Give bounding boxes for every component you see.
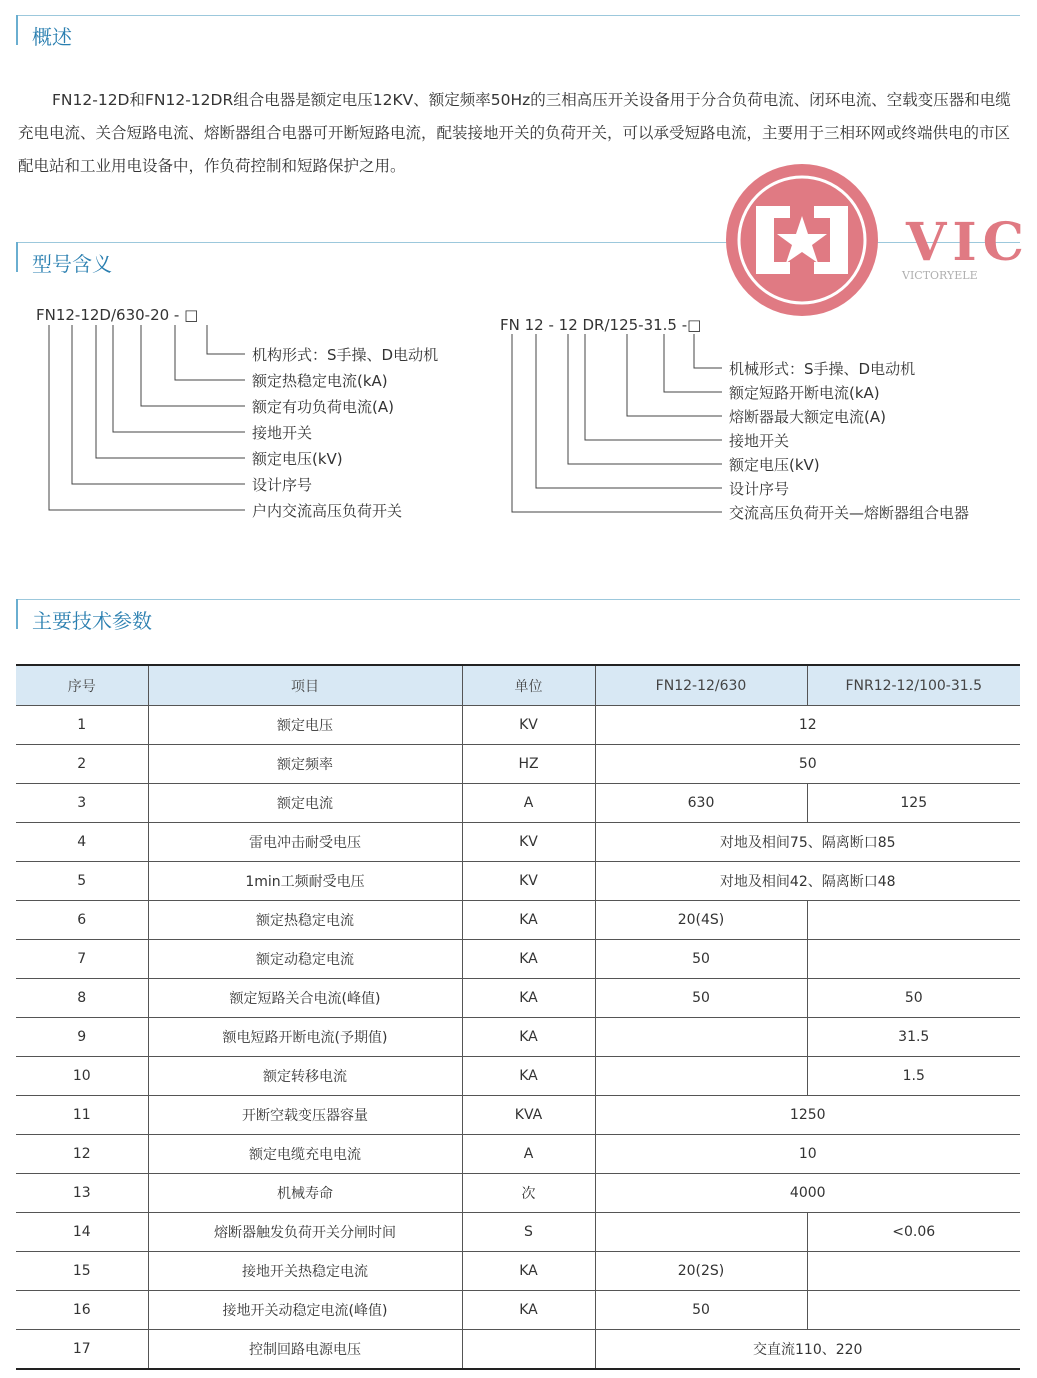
table-row xyxy=(16,784,1020,823)
row-value-b-cell: 50 xyxy=(807,979,1020,1018)
row-no-cell: 1 xyxy=(16,706,148,745)
model-left-label: 额定热稳定电流(kA) xyxy=(252,372,388,390)
row-value-a-cell xyxy=(595,1213,807,1252)
table-row xyxy=(16,1213,1020,1252)
model-right-label: 设计序号 xyxy=(729,480,790,498)
row-item-cell: 额定频率 xyxy=(148,745,462,784)
section-title-params: 主要技术参数 xyxy=(32,609,152,633)
table-row xyxy=(16,979,1020,1018)
row-unit-cell: KV xyxy=(462,706,595,745)
row-value-a-cell: 50 xyxy=(595,940,807,979)
row-no-cell: 8 xyxy=(16,979,148,1018)
row-unit-cell: KVA xyxy=(462,1096,595,1135)
row-no-cell: 12 xyxy=(16,1135,148,1174)
header-unit: 单位 xyxy=(462,665,595,706)
table-row xyxy=(16,1174,1020,1213)
spec-table xyxy=(16,664,1020,1370)
row-no-cell: 2 xyxy=(16,745,148,784)
row-item-cell: 1min工频耐受电压 xyxy=(148,862,462,901)
row-unit-cell: KA xyxy=(462,1018,595,1057)
table-row xyxy=(16,1018,1020,1057)
row-unit-cell: KA xyxy=(462,901,595,940)
table-header-row xyxy=(16,665,1020,706)
row-item-cell: 额定动稳定电流 xyxy=(148,940,462,979)
row-value-a-cell: 50 xyxy=(595,979,807,1018)
table-row xyxy=(16,901,1020,940)
model-left-label: 户内交流高压负荷开关 xyxy=(252,502,403,520)
model-left-label: 设计序号 xyxy=(252,476,313,494)
model-right-label: 交流高压负荷开关—熔断器组合电器 xyxy=(729,504,970,522)
row-no-cell: 11 xyxy=(16,1096,148,1135)
row-item-cell: 熔断器触发负荷开关分闸时间 xyxy=(148,1213,462,1252)
row-value-span-cell: 4000 xyxy=(595,1174,1020,1213)
model-right-label: 熔断器最大额定电流(A) xyxy=(729,408,886,426)
row-value-b-cell xyxy=(807,940,1020,979)
row-unit-cell: 次 xyxy=(462,1174,595,1213)
row-item-cell: 接地开关动稳定电流(峰值) xyxy=(148,1291,462,1330)
row-value-b-cell: 1.5 xyxy=(807,1057,1020,1096)
row-value-a-cell: 630 xyxy=(595,784,807,823)
row-item-cell: 机械寿命 xyxy=(148,1174,462,1213)
table-row xyxy=(16,745,1020,784)
row-no-cell: 6 xyxy=(16,901,148,940)
model-right-label: 额定电压(kV) xyxy=(729,456,820,474)
row-value-b-cell: <0.06 xyxy=(807,1213,1020,1252)
row-item-cell: 雷电冲击耐受电压 xyxy=(148,823,462,862)
row-item-cell: 额电短路开断电流(予期值) xyxy=(148,1018,462,1057)
row-item-cell: 接地开关热稳定电流 xyxy=(148,1252,462,1291)
model-right-label: 额定短路开断电流(kA) xyxy=(729,384,880,402)
section-title-model: 型号含义 xyxy=(32,252,112,276)
row-no-cell: 9 xyxy=(16,1018,148,1057)
section-header-params xyxy=(16,599,1020,633)
row-unit-cell: KV xyxy=(462,823,595,862)
row-no-cell: 7 xyxy=(16,940,148,979)
row-value-span-cell: 50 xyxy=(595,745,1020,784)
row-value-a-cell: 20(2S) xyxy=(595,1252,807,1291)
model-right-label: 接地开关 xyxy=(729,432,790,450)
row-value-span-cell: 交直流110、220 xyxy=(595,1330,1020,1370)
row-unit-cell: KA xyxy=(462,1057,595,1096)
row-no-cell: 17 xyxy=(16,1330,148,1370)
row-value-a-cell: 50 xyxy=(595,1291,807,1330)
row-item-cell: 额定短路关合电流(峰值) xyxy=(148,979,462,1018)
row-value-a-cell: 20(4S) xyxy=(595,901,807,940)
row-value-b-cell: 125 xyxy=(807,784,1020,823)
row-item-cell: 额定电流 xyxy=(148,784,462,823)
row-no-cell: 4 xyxy=(16,823,148,862)
row-unit-cell: KV xyxy=(462,862,595,901)
model-left-label: 机构形式：S手操、D电动机 xyxy=(252,346,439,364)
row-unit-cell: KA xyxy=(462,1291,595,1330)
row-unit-cell: KA xyxy=(462,1252,595,1291)
header-model-a: FN12-12/630 xyxy=(595,665,807,706)
section-title-overview: 概述 xyxy=(32,25,72,49)
table-row xyxy=(16,1096,1020,1135)
row-unit-cell: KA xyxy=(462,940,595,979)
overview-text: FN12-12D和FN12-12DR组合电器是额定电压12KV、额定频率50Hz的三相高压开关设备用于分合负荷电流、闭环电流、空载变压器和电缆充电电流、关合短路电流、熔断器组合电器可开断短路电流，配装接地开关的负荷开关，可以承受短路电流，主要用于三相环网或终端供电的市区配电站和工业用电设备中，作负荷控制和短路保护之用。 xyxy=(18,91,1011,175)
model-left-label: 额定电压(kV) xyxy=(252,450,343,468)
header-model-b: FNR12-12/100-31.5 xyxy=(807,665,1020,706)
logo-brand: VIC xyxy=(906,212,1031,273)
table-row xyxy=(16,940,1020,979)
row-value-span-cell: 12 xyxy=(595,706,1020,745)
row-item-cell: 控制回路电源电压 xyxy=(148,1330,462,1370)
row-no-cell: 14 xyxy=(16,1213,148,1252)
row-value-span-cell: 1250 xyxy=(595,1096,1020,1135)
row-item-cell: 额定电压 xyxy=(148,706,462,745)
row-no-cell: 16 xyxy=(16,1291,148,1330)
row-value-b-cell xyxy=(807,1291,1020,1330)
row-value-b-cell: 31.5 xyxy=(807,1018,1020,1057)
row-no-cell: 13 xyxy=(16,1174,148,1213)
model-left-code: FN12-12D/630-20 - □ xyxy=(36,306,199,324)
row-no-cell: 15 xyxy=(16,1252,148,1291)
row-value-a-cell xyxy=(595,1018,807,1057)
header-item: 项目 xyxy=(148,665,462,706)
table-row xyxy=(16,823,1020,862)
row-value-b-cell xyxy=(807,1252,1020,1291)
row-unit-cell: KA xyxy=(462,979,595,1018)
row-unit-cell xyxy=(462,1330,595,1370)
table-row xyxy=(16,1252,1020,1291)
row-unit-cell: HZ xyxy=(462,745,595,784)
model-right-label: 机械形式：S手操、D电动机 xyxy=(729,360,916,378)
row-item-cell: 开断空载变压器容量 xyxy=(148,1096,462,1135)
row-value-span-cell: 10 xyxy=(595,1135,1020,1174)
model-right-code: FN 12 - 12 DR/125-31.5 -□ xyxy=(500,316,702,334)
table-row xyxy=(16,1135,1020,1174)
table-row xyxy=(16,1330,1020,1370)
row-item-cell: 额定转移电流 xyxy=(148,1057,462,1096)
row-value-span-cell: 对地及相间42、隔离断口48 xyxy=(595,862,1020,901)
model-left-label: 接地开关 xyxy=(252,424,313,442)
table-row xyxy=(16,706,1020,745)
row-item-cell: 额定热稳定电流 xyxy=(148,901,462,940)
row-unit-cell: S xyxy=(462,1213,595,1252)
row-no-cell: 10 xyxy=(16,1057,148,1096)
model-left-label: 额定有功负荷电流(A) xyxy=(252,398,394,416)
row-value-b-cell xyxy=(807,901,1020,940)
row-item-cell: 额定电缆充电电流 xyxy=(148,1135,462,1174)
row-unit-cell: A xyxy=(462,784,595,823)
table-row xyxy=(16,1291,1020,1330)
row-value-a-cell xyxy=(595,1057,807,1096)
row-no-cell: 5 xyxy=(16,862,148,901)
row-no-cell: 3 xyxy=(16,784,148,823)
row-unit-cell: A xyxy=(462,1135,595,1174)
table-row xyxy=(16,862,1020,901)
row-value-span-cell: 对地及相间75、隔离断口85 xyxy=(595,823,1020,862)
header-no: 序号 xyxy=(16,665,148,706)
logo-sub: VICTORYELE xyxy=(902,269,978,282)
table-row xyxy=(16,1057,1020,1096)
